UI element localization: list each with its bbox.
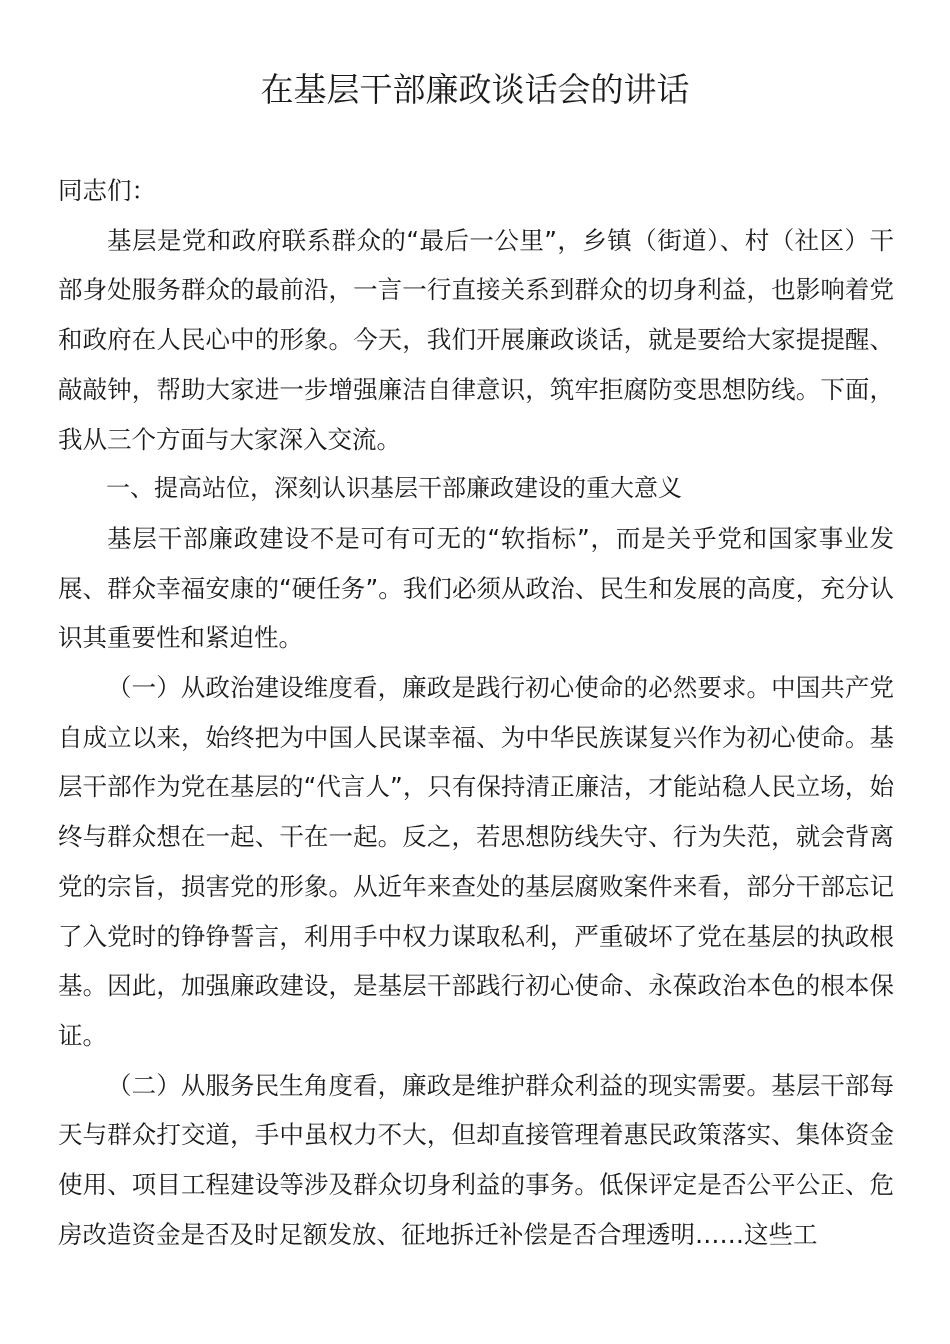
paragraph-point-2: （二）从服务民生角度看，廉政是维护群众利益的现实需要。基层干部每天与群众打交道，手中虽权力不大，但却直接管理着惠民政策落实、集体资金使用、项目工程建设等涉及群众切身利益的事务。低保评定是否公平公正、危房改造资金是否及时足额发放、征地拆迁补偿是否合理透明……这些工 (58, 1070, 894, 1249)
paragraph-section-1-intro: 基层干部廉政建设不是可有可无的“软指标”，而是关乎党和国家事业发展、群众幸福安康的“硬任务”。我们必须从政治、民生和发展的高度，充分认识其重要性和紧迫性。 (58, 523, 894, 653)
document-body (58, 166, 894, 1259)
paragraph-point-1: （一）从政治建设维度看，廉政是践行初心使命的必然要求。中国共产党自成立以来，始终把为中国人民谋幸福、为中华民族谋复兴作为初心使命。基层干部作为党在基层的“代言人”，只有保持清正廉洁，才能站稳人民立场，始终与群众想在一起、干在一起。反之，若思想防线失守、行为失范，就会背离党的宗旨，损害党的形象。从近年来查处的基层腐败案件来看，部分干部忘记了入党时的铮铮誓言，利用手中权力谋取私利，严重破坏了党在基层的执政根基。因此，加强廉政建设，是基层干部践行初心使命、永葆政治本色的根本保证。 (58, 673, 894, 1050)
paragraph-intro: 基层是党和政府联系群众的“最后一公里”，乡镇（街道）、村（社区）干部身处服务群众的最前沿，一言一行直接关系到群众的切身利益，也影响着党和政府在人民心中的形象。今天，我们开展廉政谈话，就是要给大家提提醒、敲敲钟，帮助大家进一步增强廉洁自律意识，筑牢拒腐防变思想防线。下面，我从三个方面与大家深入交流。 (58, 225, 894, 454)
greeting: 同志们： (58, 176, 156, 205)
section-heading-1: 一、提高站位，深刻认识基层干部廉政建设的重大意义 (106, 474, 682, 503)
document-title: 在基层干部廉政谈话会的讲话 (260, 70, 690, 109)
